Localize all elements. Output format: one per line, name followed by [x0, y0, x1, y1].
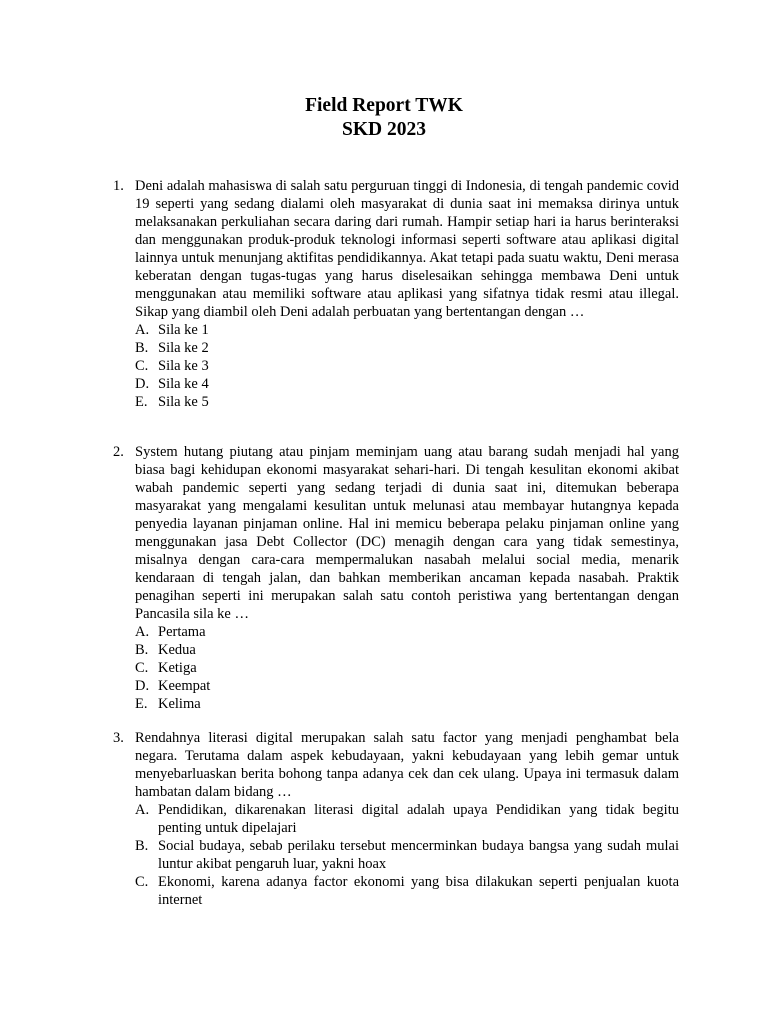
option-text: Sila ke 5 — [158, 394, 209, 410]
document-title: Field Report TWK — [305, 95, 463, 116]
option-c — [135, 659, 679, 677]
option-a — [135, 801, 679, 837]
option-c — [135, 357, 679, 375]
option-letter: B. — [135, 642, 149, 658]
question-1 — [113, 177, 679, 411]
option-list — [135, 321, 679, 411]
question-number: 3. — [113, 730, 124, 746]
option-letter: C. — [135, 358, 149, 374]
question-number: 1. — [113, 178, 124, 194]
option-d — [135, 375, 679, 393]
option-letter: C. — [135, 874, 149, 890]
option-text: Sila ke 3 — [158, 358, 209, 374]
option-letter: A. — [135, 624, 150, 640]
option-letter: D. — [135, 376, 150, 392]
option-letter: B. — [135, 838, 149, 854]
option-letter: D. — [135, 678, 150, 694]
option-c — [135, 873, 679, 909]
option-text: Ketiga — [158, 660, 197, 676]
option-letter: E. — [135, 394, 148, 410]
option-text: Sila ke 4 — [158, 376, 209, 392]
option-list — [135, 623, 679, 713]
option-text: Sila ke 2 — [158, 340, 209, 356]
option-letter: B. — [135, 340, 149, 356]
option-text: Pendidikan, dikarenakan literasi digital adalah upaya Pendidikan yang tidak begitu penting untuk dipelajari — [158, 802, 679, 836]
question-text: Deni adalah mahasiswa di salah satu perguruan tinggi di Indonesia, di tengah pandemic covid 19 seperti yang sedang dialami oleh masyarakat di dunia saat ini memaksa dirinya untuk melaksanakan perkuliahan secara daring dari rumah. Hampir setiap hari ia harus berinteraksi dan menggunakan produk-produk teknologi informasi seperti software atau aplikasi digital lainnya untuk menunjang aktifitas pendidikannya. Akat tetapi pada suatu waktu, Deni merasa keberatan dengan tugas-tugas yang harus diselesaikan sehingga membawa Deni untuk menggunakan atau memiliki software atau aplikasi yang sifatnya tidak resmi atau illegal. Sikap yang diambil oleh Deni adalah perbuatan yang bertentangan dengan … — [135, 178, 679, 320]
option-a — [135, 623, 679, 641]
option-b — [135, 339, 679, 357]
question-text: System hutang piutang atau pinjam meminjam uang atau barang sudah menjadi hal yang biasa bagi kehidupan ekonomi masyarakat sehari-hari. Di tengah kesulitan ekonomi akibat wabah pandemic seperti yang sedang terjadi di dunia saat ini, ditemukan beberapa masyarakat yang mengalami kesulitan untuk melunasi atau membayar hutangnya kepada penyedia layanan pinjaman online. Hal ini memicu beberapa pelaku pinjaman online yang menggunakan jasa Debt Collector (DC) menagih dengan cara yang tidak semestinya, misalnya dengan cara-cara mempermalukan nasabah melalui social media, menarik kendaraan di tengah jalan, dan bahkan memberikan ancaman kepada nasabah. Praktik penagihan seperti ini merupakan salah satu contoh peristiwa yang bertentangan dengan Pancasila sila ke … — [135, 444, 679, 622]
question-number: 2. — [113, 444, 124, 460]
option-text: Keempat — [158, 678, 211, 694]
option-text: Pertama — [158, 624, 206, 640]
option-a — [135, 321, 679, 339]
option-e — [135, 393, 679, 411]
question-text: Rendahnya literasi digital merupakan salah satu factor yang menjadi penghambat bela negara. Terutama dalam aspek kebudayaan, yakni kebudayaan yang lebih gemar untuk menyebarluaskan berita bohong tanpa adanya cek dan cek ulang. Upaya ini termasuk dalam hambatan dalam bidang … — [135, 730, 679, 800]
option-letter: A. — [135, 802, 150, 818]
document-subtitle: SKD 2023 — [342, 119, 426, 140]
option-text: Kedua — [158, 642, 196, 658]
option-text: Social budaya, sebab perilaku tersebut mencerminkan budaya bangsa yang sudah mulai luntur akibat pengaruh luar, yakni hoax — [158, 838, 679, 872]
option-list — [135, 801, 679, 909]
option-text: Kelima — [158, 696, 201, 712]
question-3 — [113, 729, 679, 909]
option-letter: E. — [135, 696, 148, 712]
option-b — [135, 837, 679, 873]
option-letter: A. — [135, 322, 150, 338]
option-d — [135, 677, 679, 695]
option-b — [135, 641, 679, 659]
option-text: Sila ke 1 — [158, 322, 209, 338]
option-text: Ekonomi, karena adanya factor ekonomi yang bisa dilakukan seperti penjualan kuota internet — [158, 874, 679, 908]
option-e — [135, 695, 679, 713]
option-letter: C. — [135, 660, 149, 676]
question-2 — [113, 443, 679, 713]
